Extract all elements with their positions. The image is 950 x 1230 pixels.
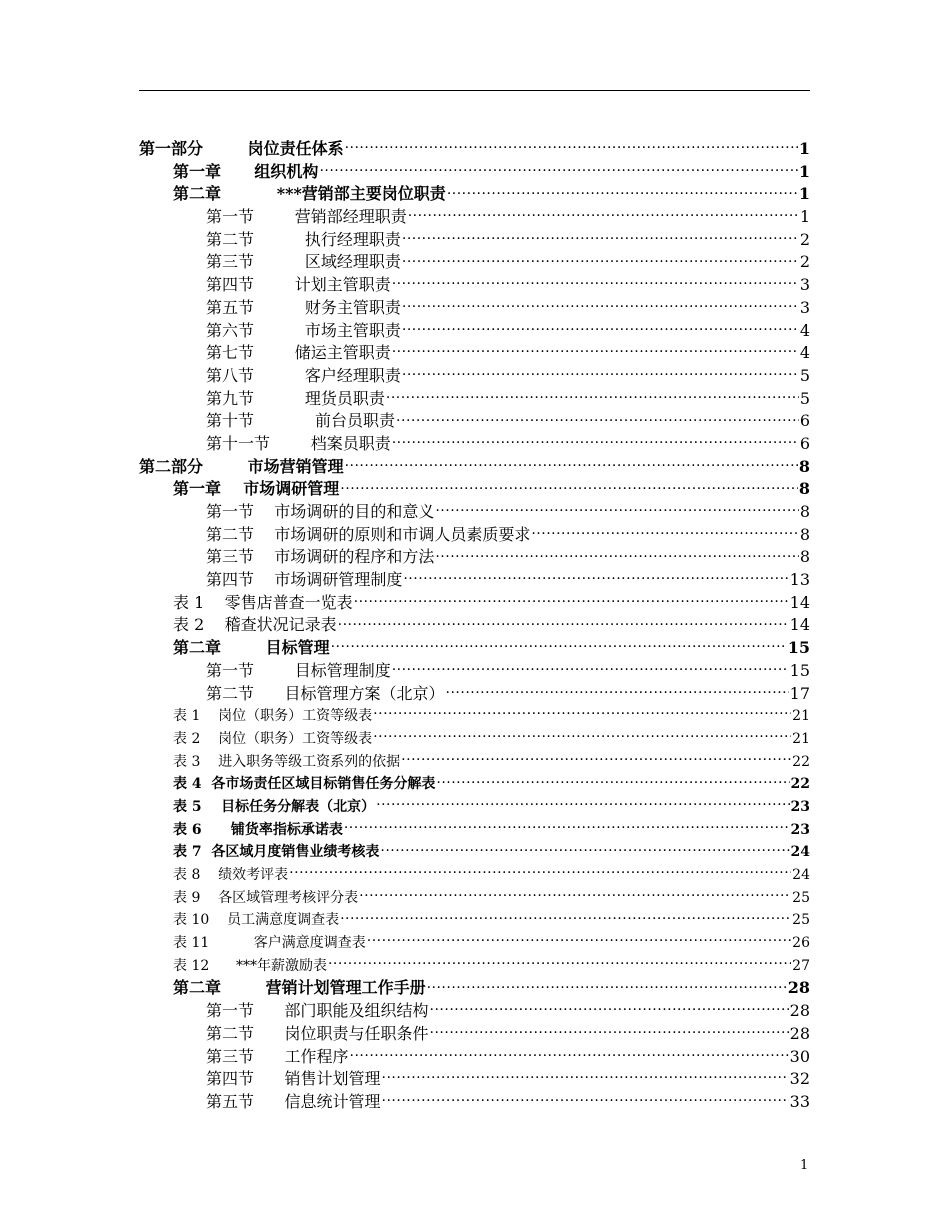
toc-dot-leader [430,1023,789,1039]
toc-entry[interactable] [139,229,810,252]
toc-entry[interactable] [139,932,810,955]
toc-entry[interactable] [139,546,810,569]
toc-entry-page: 22 [790,776,810,793]
toc-entry-label: 表 12 ***年薪激励表 [173,957,327,974]
toc-entry[interactable] [139,501,810,524]
toc-entry[interactable] [139,864,810,887]
table-of-contents [139,138,810,1114]
toc-entry-page: 6 [799,411,810,431]
toc-entry[interactable] [139,456,810,479]
toc-entry-page: 24 [792,867,810,883]
page-number: 1 [800,1158,809,1173]
toc-entry-page: 32 [789,1069,810,1089]
toc-entry-page: 15 [787,638,810,658]
toc-entry-label: 第六节 市场主管职责 [206,320,401,340]
toc-dot-leader [402,365,799,381]
toc-dot-leader [367,933,791,947]
toc-dot-leader [359,888,791,902]
toc-entry-label: 第三节 工作程序 [206,1046,349,1066]
toc-entry-label: 第十一节 档案员职责 [206,433,391,453]
toc-entry-page: 14 [789,615,810,635]
toc-entry[interactable] [139,569,810,592]
toc-entry-page: 33 [789,1091,810,1111]
toc-dot-leader [402,251,799,267]
toc-entry-label: 第二节 岗位职责与任职条件 [206,1023,429,1043]
toc-entry[interactable] [139,206,810,229]
toc-entry-page: 30 [789,1046,810,1066]
toc-entry-page: 25 [792,912,810,929]
toc-entry-label: 第三节 区域经理职责 [206,252,401,272]
toc-entry-page: 8 [799,502,810,521]
toc-entry-label: 表 7 各区域月度销售业绩考核表 [173,844,380,861]
toc-entry-page: 2 [799,229,810,249]
toc-dot-leader [380,842,789,856]
toc-entry[interactable] [139,909,810,932]
toc-entry-label: 第八节 客户经理职责 [206,365,401,385]
toc-dot-leader [402,320,799,336]
toc-dot-leader [392,433,799,449]
toc-entry-page: 27 [792,957,810,974]
toc-dot-leader [436,774,789,788]
toc-dot-leader [328,956,791,970]
toc-entry[interactable] [139,1091,810,1114]
toc-entry-label: 表 4 各市场责任区域目标销售任务分解表 [173,776,436,793]
toc-entry-page: 23 [790,798,810,815]
toc-dot-leader [289,865,791,879]
toc-entry-page: 8 [799,524,810,544]
toc-dot-leader [392,274,799,290]
toc-dot-leader [373,729,791,743]
toc-entry-page: 21 [792,708,810,725]
toc-dot-leader [331,637,787,653]
toc-entry[interactable] [139,796,810,819]
toc-entry[interactable] [139,320,810,343]
toc-dot-leader [446,683,789,699]
toc-dot-leader [402,297,799,313]
toc-entry[interactable] [139,887,810,910]
toc-dot-leader [345,138,798,154]
toc-entry-label: 表 2 岗位（职务）工资等级表 [173,730,373,747]
toc-entry-label: 第一节 市场调研的目的和意义 [206,502,435,521]
toc-entry-page: 4 [799,320,810,340]
toc-dot-leader [392,660,789,676]
toc-entry[interactable] [139,478,810,501]
toc-entry-page: 8 [798,456,810,476]
toc-entry-label: 第二章 目标管理 [173,638,330,658]
toc-entry[interactable] [139,342,810,365]
toc-dot-leader [345,456,798,472]
toc-entry[interactable] [139,841,810,864]
toc-dot-leader [386,388,799,404]
toc-dot-leader [447,183,798,199]
toc-entry[interactable] [139,274,810,297]
toc-entry-label: 表 5 目标任务分解表（北京） [173,798,376,815]
toc-dot-leader [403,569,788,585]
toc-dot-leader [427,977,787,993]
toc-entry-page: 26 [792,935,810,952]
toc-entry[interactable] [139,1023,810,1046]
toc-entry-page: 21 [792,730,810,747]
toc-dot-leader [373,706,791,720]
toc-entry-label: 表 3 进入职务等级工资系列的依据 [173,753,401,770]
toc-entry-label: 表 1 岗位（职务）工资等级表 [173,708,373,725]
toc-entry-page: 1 [799,207,810,227]
toc-entry-page: 8 [798,479,810,499]
toc-entry-label: 第七节 储运主管职责 [206,343,391,363]
toc-entry-page: 3 [799,275,810,295]
toc-dot-leader [350,1046,789,1062]
toc-entry[interactable] [139,660,810,683]
toc-entry[interactable] [139,183,810,206]
toc-entry[interactable] [139,751,810,774]
toc-entry-page: 8 [799,547,810,567]
toc-entry-page: 28 [789,1023,810,1043]
toc-entry[interactable] [139,1068,810,1091]
toc-entry[interactable] [139,592,810,615]
toc-dot-leader [531,524,798,540]
toc-dot-leader [382,1091,789,1107]
toc-entry-page: 25 [792,889,810,906]
toc-entry[interactable] [139,637,810,660]
toc-entry-page: 22 [792,753,810,770]
toc-entry[interactable] [139,138,810,161]
toc-dot-leader [396,410,799,426]
toc-entry[interactable] [139,297,810,320]
toc-dot-leader [319,161,797,177]
toc-entry-label: 第一节 营销部经理职责 [206,207,407,227]
toc-entry-page: 2 [799,252,810,272]
toc-dot-leader [338,614,789,630]
toc-entry[interactable] [139,705,810,728]
toc-entry-page: 23 [790,821,810,838]
toc-dot-leader [401,752,791,766]
toc-dot-leader [402,229,799,245]
toc-entry-page: 14 [789,592,810,612]
toc-entry[interactable] [139,365,810,388]
toc-entry-label: 第二节 市场调研的原则和市调人员素质要求 [206,524,531,544]
toc-entry-label: 表 11 客户满意度调查表 [173,935,366,952]
toc-entry-label: 第一节 目标管理制度 [206,660,391,680]
toc-dot-leader [435,546,798,562]
toc-entry[interactable] [139,728,810,751]
toc-entry-label: 第四节 计划主管职责 [206,275,391,295]
toc-entry-label: 表 6 铺货率指标承诺表 [173,821,343,838]
toc-entry[interactable] [139,433,810,456]
toc-entry[interactable] [139,410,810,433]
toc-entry-page: 28 [789,1001,810,1021]
toc-entry-label: 表 8 绩效考评表 [173,867,289,883]
header-rule [139,90,810,91]
toc-entry[interactable] [139,524,810,547]
toc-dot-leader [430,1000,789,1016]
toc-entry-label: 表 2 稽查状况记录表 [173,615,337,635]
toc-entry-page: 1 [798,184,810,204]
toc-dot-leader [435,501,798,517]
toc-dot-leader [344,820,790,834]
toc-entry-label: 第四节 市场调研管理制度 [206,570,403,590]
toc-dot-leader [340,478,798,494]
toc-entry[interactable] [139,388,810,411]
toc-entry-label: 第九节 理货员职责 [206,388,385,408]
toc-entry-label: 第四节 销售计划管理 [206,1069,381,1089]
toc-entry[interactable] [139,1046,810,1069]
toc-dot-leader [376,797,789,811]
toc-entry-page: 28 [787,978,810,998]
toc-entry-label: 表 9 各区域管理考核评分表 [173,889,359,906]
toc-entry-page: 5 [799,388,810,408]
toc-entry[interactable] [139,1000,810,1023]
toc-entry[interactable] [139,614,810,637]
toc-entry-label: 第二章 ***营销部主要岗位职责 [173,184,446,204]
toc-entry[interactable] [139,773,810,796]
toc-entry[interactable] [139,819,810,842]
toc-entry-page: 6 [799,433,810,453]
toc-entry-label: 第一部分 岗位责任体系 [139,139,344,158]
toc-entry[interactable] [139,977,810,1000]
toc-entry-label: 第十节 前台员职责 [206,411,396,431]
toc-dot-leader [340,910,791,924]
toc-entry-label: 表 10 员工满意度调查表 [173,912,340,929]
toc-dot-leader [408,206,799,222]
toc-entry-page: 13 [789,570,810,590]
toc-entry-page: 5 [799,365,810,385]
toc-entry[interactable] [139,251,810,274]
toc-entry[interactable] [139,161,810,184]
toc-entry-page: 15 [789,660,810,680]
toc-entry-page: 17 [789,683,810,703]
toc-entry-label: 第五节 财务主管职责 [206,297,401,317]
toc-entry-label: 第二节 目标管理方案（北京） [206,683,445,703]
toc-entry[interactable] [139,683,810,706]
toc-entry-label: 第二部分 市场营销管理 [139,456,344,476]
toc-entry-label: 第二章 营销计划管理工作手册 [173,978,426,998]
toc-dot-leader [392,342,799,358]
toc-entry-page: 1 [798,161,810,181]
toc-entry-label: 第三节 市场调研的程序和方法 [206,547,435,567]
toc-entry-label: 表 1 零售店普查一览表 [173,592,353,612]
toc-entry-page: 24 [790,844,810,861]
toc-entry[interactable] [139,955,810,978]
toc-entry-page: 4 [799,343,810,363]
toc-entry-label: 第一节 部门职能及组织结构 [206,1001,429,1021]
toc-entry-label: 第二节 执行经理职责 [206,229,401,249]
toc-entry-label: 第一章 组织机构 [173,161,319,181]
toc-dot-leader [382,1068,789,1084]
toc-entry-label: 第一章 市场调研管理 [173,479,340,499]
toc-dot-leader [354,592,789,608]
toc-entry-page: 1 [798,139,810,158]
toc-entry-label: 第五节 信息统计管理 [206,1091,381,1111]
toc-entry-page: 3 [799,297,810,317]
